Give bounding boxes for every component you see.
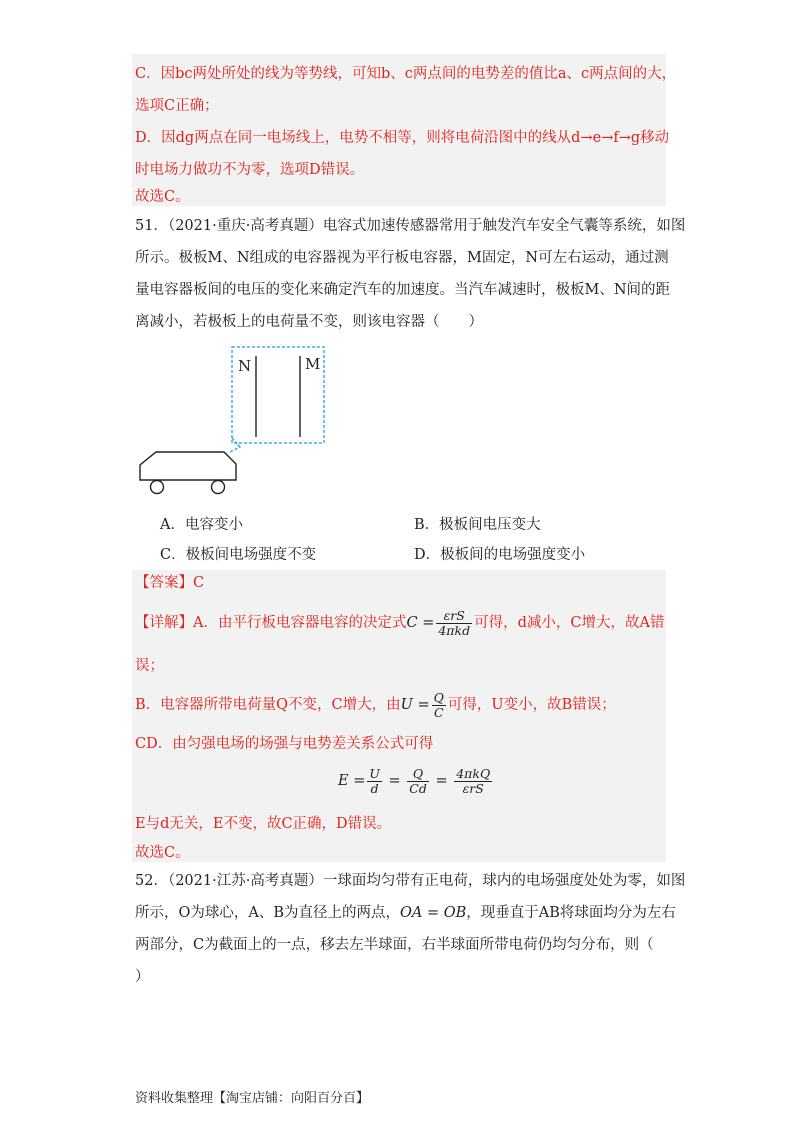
option-c-explanation-1: C．因bc两处所处的线为等势线，可知b、c两点间的电势差的值比a、c两点间的大， — [135, 66, 677, 82]
formula-field-strength: E = $\frac{U}{d}$ = $\frac{Q}{Cd}$ = $\frac{\text{4πkQ}}{\text{εrS}}$ — [338, 765, 491, 796]
detail-a-line — [135, 608, 664, 638]
answer-51: 【答案】C — [135, 575, 205, 591]
option-d-explanation-2: 时电场力做功不为零，选项D错误。 — [135, 162, 365, 178]
formula-voltage — [400, 689, 448, 720]
q52-line-1: 52．（2021·江苏·高考真题）一球面均匀带有正电荷，球内的电场强度处处为零，如图 — [135, 873, 686, 889]
formula-e-f1-num: U — [369, 765, 380, 781]
detail-a-tail: 可得，d减小，C增大，故A错 — [474, 615, 665, 631]
detail-e-line: E与d无关，E不变，故C正确，D错误。 — [135, 816, 392, 832]
formula-e-f3-num: 4πkQ — [456, 765, 491, 781]
q52-line-2-tail: ，现垂直于AB将球面均分为左右 — [466, 905, 676, 921]
detail-cd-line: CD．由匀强电场的场强与电势差关系公式可得 — [135, 736, 434, 752]
formula-capacitance — [406, 607, 474, 638]
q51-line-4: 离减小，若极板上的电荷量不变，则该电容器（ ） — [135, 314, 483, 330]
car-wheel-rear — [212, 481, 225, 494]
q51-line-3: 量电容器板间的电压的变化来确定汽车的加速度。当汽车减速时，极板M、N间的距 — [135, 282, 671, 298]
formula-e-f2-den: Cd — [409, 780, 427, 796]
formula-oa-ob: OA = OB — [400, 905, 467, 921]
option-d[interactable]: D．极板间的电场强度变小 — [414, 547, 586, 563]
capacitor-callout-box — [232, 347, 324, 443]
q52-line-2 — [135, 903, 676, 923]
option-b[interactable]: B．极板间电压变大 — [414, 517, 541, 533]
car-body — [140, 452, 236, 480]
detail-a-wrap: 误； — [135, 658, 164, 674]
detail-b-tail: 可得，U变小，故B错误； — [447, 697, 616, 713]
detail-a-head: 【详解】A．由平行板电容器电容的决定式 — [135, 615, 407, 631]
q52-line-2-head: 所示，O为球心，A、B为直径上的两点， — [135, 905, 401, 921]
callout-tail — [230, 438, 240, 452]
q51-line-1: 51．（2021·重庆·高考真题）电容式加速传感器常用于触发汽车安全气囊等系统，如图 — [135, 218, 686, 234]
formula-e-f2-num: Q — [407, 767, 429, 782]
car-wheel-front — [151, 481, 164, 494]
label-n: N — [238, 357, 252, 375]
formula-e-lhs: E = — [338, 773, 366, 789]
formula-e-f3-den: εrS — [462, 780, 484, 796]
formula-u-lhs: U = — [400, 697, 430, 713]
formula-u-num: Q — [433, 689, 444, 705]
detail-b-line — [135, 690, 616, 720]
formula-c-num: εrS — [436, 609, 472, 624]
conclusion-50: 故选C。 — [135, 189, 190, 205]
formula-e-f1-den: d — [370, 780, 379, 796]
footer-source: 资料收集整理【淘宝店铺：向阳百分百】 — [135, 1091, 370, 1106]
detail-b-head: B．电容器所带电荷量Q不变，C增大，由 — [135, 697, 401, 713]
option-c[interactable]: C．极板间电场强度不变 — [160, 547, 317, 563]
conclusion-51: 故选C。 — [135, 845, 190, 861]
q52-line-4: ） — [135, 969, 150, 985]
formula-c-den: 4πkd — [438, 622, 471, 638]
option-c-explanation-2: 选项C正确； — [135, 98, 219, 114]
option-d-explanation-1: D．因dg两点在同一电场线上，电势不相等，则将电荷沿图中的线从d→e→f→g移动 — [135, 130, 670, 146]
q51-line-2: 所示。极板M、N组成的电容器视为平行板电容器，M固定，N可左右运动，通过测 — [135, 250, 669, 266]
label-m: M — [305, 355, 321, 373]
q52-line-3: 两部分，C为截面上的一点，移去左半球面，右半球面所带电荷仍均匀分布，则（ — [135, 937, 654, 953]
formula-u-den: C — [433, 704, 444, 720]
formula-c-lhs: C = — [406, 615, 435, 631]
option-a[interactable]: A．电容变小 — [160, 517, 243, 533]
